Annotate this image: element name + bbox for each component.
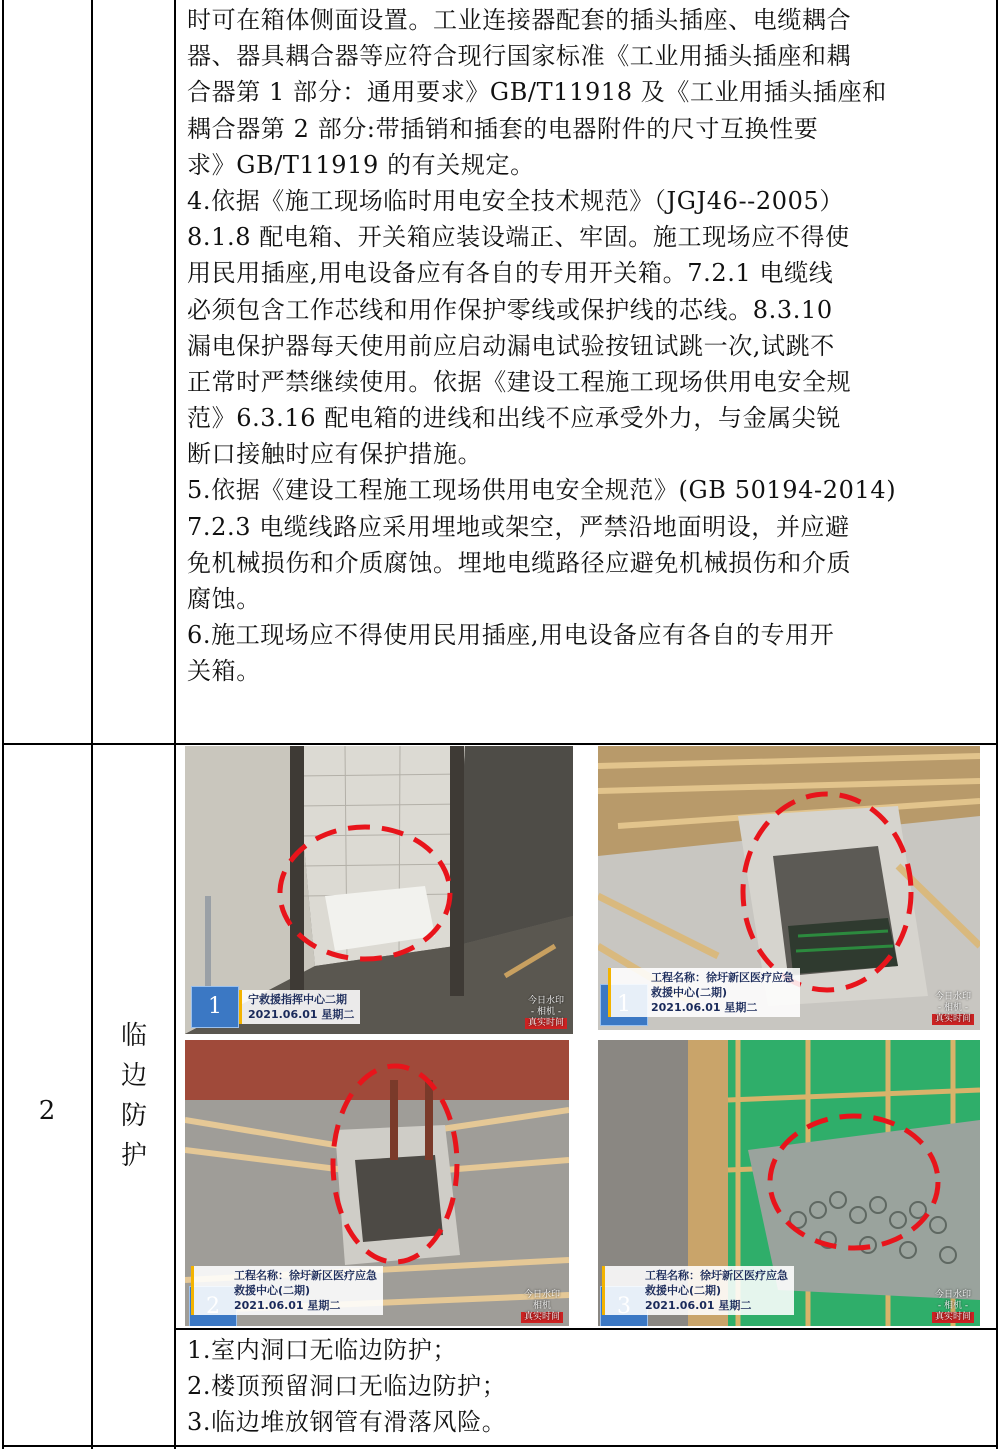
hazard-circle [280,827,450,959]
text-line: 耦合器第 2 部分:带插销和插套的电器附件的尺寸互换性要 [187,114,819,143]
text-line: 4.依据《施工现场临时用电安全技术规范》（JGJ46--2005） [187,186,844,215]
text-line: 合器第 1 部分：通用要求》GB/T11918 及《工业用插头插座和 [187,78,887,107]
text-line: 器、器具耦合器等应符合现行国家标准《工业用插头插座和耦 [187,42,852,71]
photo-text-divider [174,1328,998,1330]
text-line: 断口接触时应有保护措施。 [187,440,483,469]
text-line: 8.1.8 配电箱、开关箱应装设端正、牢固。施工现场应不得使 [187,223,850,252]
category-char: 临 [120,1021,147,1051]
table-border-bottom [2,1445,998,1447]
photo-caption: 宁救援指挥中心二期 2021.06.01 星期二 [239,990,360,1024]
row-category [96,1016,172,1176]
hazard-circle [333,1066,457,1262]
category-char: 护 [120,1141,147,1171]
site-photo-4 [598,1040,980,1326]
watermark: 今日水印 - 相机 - 真实时间 [525,996,567,1029]
text-line: 正常时严禁继续使用。依据《建设工程施工现场供用电安全规 [187,367,852,396]
text-line: 必须包含工作芯线和用作保护零线或保护线的芯线。8.3.10 [187,295,833,324]
list-item: 3.临边堆放钢管有滑落风险。 [187,1408,507,1437]
text-line: 7.2.3 电缆线路应采用埋地或架空，严禁沿地面明设，并应避 [187,512,850,541]
table-border-left [2,0,4,1449]
watermark: 今日水印 相机 真实时间 [521,1290,563,1323]
category-char: 边 [120,1061,147,1091]
site-photo-1 [185,746,573,1034]
photo-badge: 1 [191,986,239,1028]
text-line: 关箱。 [187,657,261,686]
text-line: 免机械损伤和介质腐蚀。埋地电缆路径应避免机械损伤和介质 [187,548,852,577]
photo-caption: 工程名称：徐圩新区医疗应急 救援中心(二期) 2021.06.01 星期二 [602,1266,794,1315]
hazard-circle [770,1116,938,1248]
issue-list [187,1332,506,1441]
text-line: 时可在箱体侧面设置。工业连接器配套的插头插座、电缆耦合 [187,6,852,34]
category-char: 防 [120,1101,147,1131]
regulation-text [187,2,896,690]
list-item: 1.室内洞口无临边防护； [187,1336,458,1364]
text-line: 用民用插座,用电设备应有各自的专用开关箱。7.2.1 电缆线 [187,259,834,288]
text-line: 求》GB/T11919 的有关规定。 [187,150,535,179]
row-number: 2 [38,1096,56,1126]
list-item: 2.楼顶预留洞口无临边防护； [187,1372,507,1401]
text-line: 6.施工现场应不得使用民用插座,用电设备应有各自的专用开 [187,621,835,650]
site-photo-2 [598,746,980,1030]
text-line: 范》6.3.16 配电箱的进线和出线不应承受外力，与金属尖锐 [187,404,841,433]
photo-caption: 工程名称：徐圩新区医疗应急 救援中心(二期) 2021.06.01 星期二 [608,968,800,1017]
text-line: 漏电保护器每天使用前应启动漏电试验按钮试跳一次,试跳不 [187,331,835,360]
table-border-right [996,0,998,1449]
watermark: 今日水印 - 相机 - 真实时间 [932,1290,974,1323]
photo-caption: 工程名称：徐圩新区医疗应急 救援中心(二期) 2021.06.01 星期二 [191,1266,383,1315]
site-photo-3 [185,1040,569,1326]
text-line: 5.依据《建设工程施工现场供用电安全规范》(GB 50194-2014) [187,476,897,505]
table-border-col2 [174,0,176,1449]
hazard-circle [743,794,911,990]
watermark: 今日水印 - 相机 - 真实时间 [932,992,974,1025]
text-line: 腐蚀。 [187,585,261,613]
row-divider [2,743,998,745]
table-border-col1 [91,0,93,1449]
